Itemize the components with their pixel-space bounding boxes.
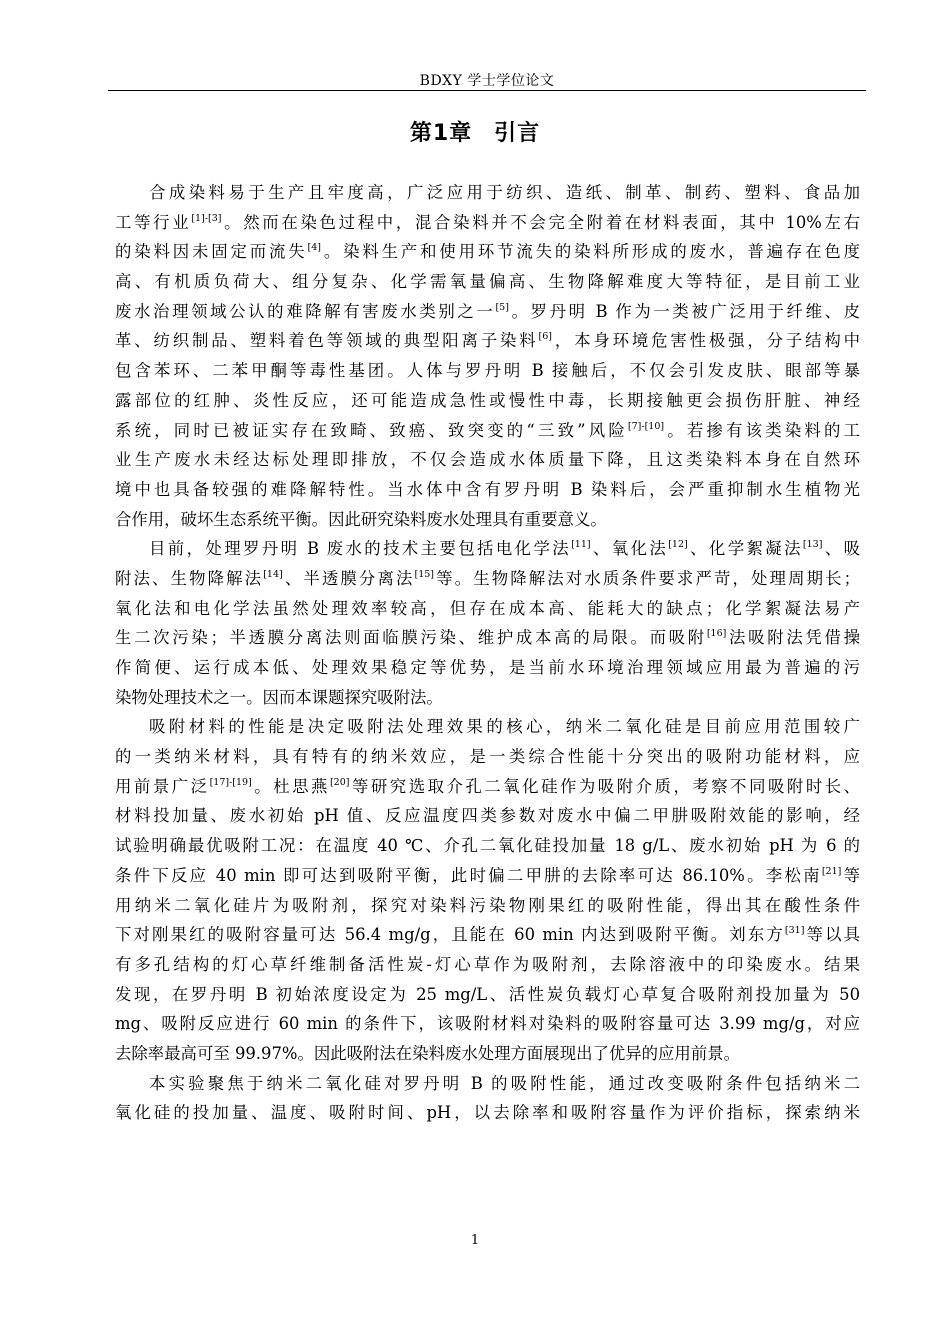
chapter-number: 第1章 (409, 121, 473, 146)
citation: [4] (307, 242, 321, 254)
page-header: BDXY 学士学位论文 (419, 73, 555, 89)
text-segment: 等 (841, 865, 860, 885)
text-line (115, 267, 860, 297)
text-segment: 材料投加量、废水初始 pH 值、反应温度四类参数对废水中偏二甲肼吸附效能的影响，经 (115, 806, 860, 826)
text-line (115, 534, 860, 564)
text-line (115, 1069, 860, 1099)
text-segment: 有多孔结构的灯心草纤维制备活性炭-灯心草作为吸附剂，去除溶液中的印染废水。结果 (115, 954, 860, 974)
text-segment: 试验明确最优吸附工况：在温度 40 ℃、介孔二氧化硅投加量 18 g/L、废水初始 pH 为 6 的 (115, 836, 860, 856)
text-segment: 。若掺有该类染料的工 (664, 420, 860, 440)
text-line (115, 891, 860, 921)
citation: [12] (668, 539, 688, 551)
text-segment: 合作用，破坏生态系统平衡。因此研究染料废水处理具有重要意义。 (115, 509, 607, 529)
text-line (115, 475, 860, 505)
text-line (115, 416, 860, 446)
text-segment: 染物处理技术之一。因而本课题探究吸附法。 (115, 687, 443, 707)
text-line (115, 831, 860, 861)
text-segment: mg、吸附反应进行 60 min 的条件下，该吸附材料对染料的吸附容量可达 3.99 mg/g，对应 (115, 1014, 860, 1034)
citation: [20] (329, 776, 350, 788)
text-segment: 氧化硅的投加量、温度、吸附时间、pH，以去除率和吸附容量作为评价指标，探索纳米 (115, 1103, 860, 1123)
text-line (115, 505, 860, 535)
text-line (115, 445, 860, 475)
text-segment: 、化学絮凝法 (687, 539, 803, 559)
text-line (115, 356, 860, 386)
text-line (115, 178, 860, 208)
text-line (115, 772, 860, 802)
text-segment: 附法、生物降解法 (115, 568, 264, 588)
citation: [17]-[19] (209, 776, 252, 788)
text-line (115, 980, 860, 1010)
citation: [1]-[3] (191, 212, 222, 224)
text-segment: 法吸附法凭借操 (726, 628, 861, 648)
citation: [7]-[10] (627, 420, 665, 432)
text-segment: 用前景广泛 (115, 776, 210, 796)
citation: [6] (538, 331, 552, 343)
text-segment: 、吸 (822, 539, 861, 559)
text-segment: 等研究选取介孔二氧化硅作为吸附介质，考察不同吸附时长、 (349, 776, 861, 796)
text-segment: 系统，同时已被证实存在致畸、致癌、致突变的“三致”风险 (115, 420, 628, 440)
text-line (115, 653, 860, 683)
text-line (115, 326, 860, 356)
citation: [5] (495, 301, 509, 313)
text-segment: 等。生物降解法对水质条件要求严苛，处理周期长； (434, 568, 861, 588)
text-line (115, 594, 860, 624)
citation: [14] (263, 568, 283, 580)
text-line (115, 386, 860, 416)
text-segment: 等以具 (804, 925, 861, 945)
text-segment: 下对刚果红的吸附容量可达 56.4 mg/g，且能在 60 min 内达到吸附平衡。刘东方 (115, 925, 785, 945)
text-segment: 目前，处理罗丹明 B 废水的技术主要包括电化学法 (149, 539, 572, 559)
text-segment: 氧化法和电化学法虽然处理效率较高，但存在成本高、能耗大的缺点；化学絮凝法易产 (115, 598, 860, 618)
text-segment: 工等行业 (115, 212, 192, 232)
text-segment: 包含苯环、二苯甲酮等毒性基团。人体与罗丹明 B 接触后，不仅会引发皮肤、眼部等暴 (115, 361, 860, 381)
text-segment: 露部位的红肿、炎性反应，还可能造成急性或慢性中毒，长期接触更会损伤肝脏、神经 (115, 390, 860, 410)
text-line (115, 623, 860, 653)
citation: [16] (706, 628, 727, 640)
text-segment: 业生产废水未经达标处理即排放，不仅会造成水体质量下降，且这类染料本身在自然环 (115, 450, 860, 470)
citation: [11] (571, 539, 591, 551)
text-line (115, 920, 860, 950)
citation: [21] (821, 865, 842, 877)
text-line (115, 950, 860, 980)
text-line (115, 712, 860, 742)
text-segment: 吸附材料的性能是决定吸附法处理效果的核心，纳米二氧化硅是目前应用范围较广 (149, 717, 860, 737)
text-line (115, 801, 860, 831)
text-segment: 发现，在罗丹明 B 初始浓度设定为 25 mg/L、活性炭负载灯心草复合吸附剂投加量为 50 (115, 984, 860, 1004)
text-segment: 作简便、运行成本低、处理效果稳定等优势，是当前水环境治理领域应用最为普遍的污 (115, 658, 860, 677)
text-line (115, 742, 860, 772)
text-segment: ，本身环境危害性极强，分子结构中 (552, 331, 861, 351)
text-line (115, 683, 860, 713)
header-rule (108, 90, 866, 91)
text-line (115, 297, 860, 327)
citation: [31] (784, 925, 805, 937)
text-segment: 革、纺织制品、塑料着色等领域的典型阳离子染料 (115, 331, 539, 351)
body-text (115, 178, 860, 1128)
text-segment: 生二次污染；半透膜分离法则面临膜污染、维护成本高的局限。而吸附 (115, 628, 707, 648)
text-line (115, 208, 860, 238)
text-segment: 条件下反应 40 min 即可达到吸附平衡，此时偏二甲肼的去除率可达 86.10%。李松南 (115, 865, 822, 885)
text-segment: 、氧化法 (590, 539, 669, 559)
text-segment: 废水治理领域公认的难降解有害废水类别之一 (115, 301, 496, 321)
chapter-title (0, 116, 950, 147)
text-segment: 本实验聚焦于纳米二氧化硅对罗丹明 B 的吸附性能，通过改变吸附条件包括纳米二 (149, 1073, 860, 1093)
text-segment: 去除率最高可至 99.97%。因此吸附法在染料废水处理方面展现出了优异的应用前景。 (115, 1043, 740, 1063)
text-segment: 用纳米二氧化硅片为吸附剂，探究对染料污染物刚果红的吸附性能，得出其在酸性条件 (115, 895, 860, 915)
text-segment: 、半透膜分离法 (282, 568, 415, 588)
text-segment: 高、有机质负荷大、组分复杂、化学需氧量偏高、生物降解难度大等特征，是目前工业 (115, 272, 860, 292)
text-segment: 合成染料易于生产且牢度高，广泛应用于纺织、造纸、制革、制药、塑料、食品加 (149, 183, 860, 202)
text-line (115, 564, 860, 594)
text-segment: 境中也具备较强的难降解特性。当水体中含有罗丹明 B 染料后，会严重抑制水生植物光 (115, 479, 860, 499)
text-line (115, 1039, 860, 1069)
text-line (115, 237, 860, 267)
text-line (115, 1009, 860, 1039)
text-segment: 。罗丹明 B 作为一类被广泛用于纤维、皮 (508, 301, 861, 321)
citation: [13] (802, 539, 823, 551)
chapter-name: 引言 (494, 121, 541, 146)
text-segment: 。染料生产和使用环节流失的染料所形成的废水，普遍存在色度 (320, 242, 861, 262)
citation: [15] (414, 568, 435, 580)
page-number: 1 (470, 1233, 480, 1248)
text-segment: 。然而在染色过程中，混合染料并不会完全附着在材料表面，其中 10%左右 (221, 212, 861, 232)
text-line (115, 861, 860, 891)
text-line (115, 1098, 860, 1128)
text-segment: 的一类纳米材料，具有特有的纳米效应，是一类综合性能十分突出的吸附功能材料，应 (115, 747, 860, 767)
text-segment: 。杜思燕 (251, 776, 330, 796)
text-segment: 的染料因未固定而流失 (115, 242, 308, 262)
